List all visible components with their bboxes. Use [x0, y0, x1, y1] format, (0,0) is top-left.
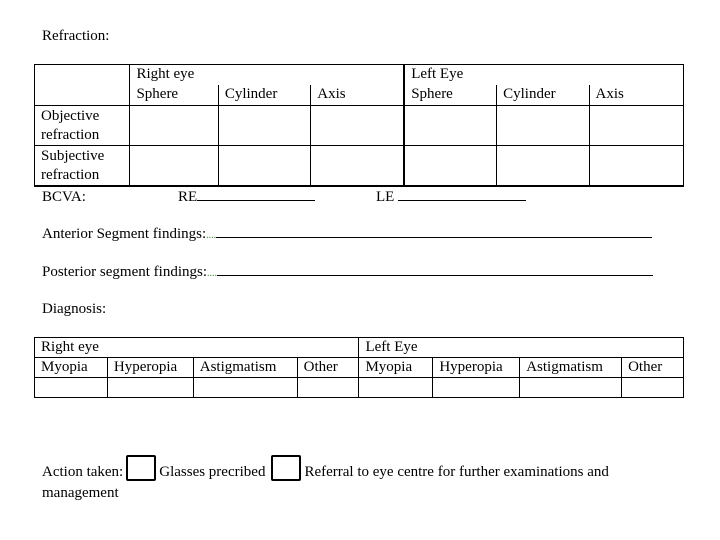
objective-refraction-label	[35, 106, 130, 146]
objective-re-cylinder-cell[interactable]	[218, 106, 310, 146]
corner-cell	[35, 65, 130, 85]
referral-option-label: Referral to eye centre for further examinations and	[304, 464, 609, 480]
re-myopia-header: Myopia	[35, 358, 108, 378]
bcva-re-field[interactable]	[197, 200, 315, 201]
action-taken-row	[42, 455, 609, 481]
le-axis-header: Axis	[589, 85, 683, 106]
re-astigmatism-cell[interactable]	[193, 378, 297, 398]
le-cylinder-header: Cylinder	[497, 85, 589, 106]
subjective-re-cylinder-cell[interactable]	[218, 146, 310, 187]
posterior-findings	[42, 264, 653, 281]
subjective-label-line1: Subjective	[41, 148, 105, 164]
le-myopia-header: Myopia	[359, 358, 433, 378]
objective-label-line2: refraction	[41, 127, 100, 143]
re-hyperopia-header: Hyperopia	[107, 358, 193, 378]
anterior-field[interactable]	[216, 237, 652, 238]
objective-re-sphere-cell[interactable]	[130, 106, 218, 146]
refraction-left-eye-header: Left Eye	[404, 65, 683, 85]
re-myopia-cell[interactable]	[35, 378, 108, 398]
le-astigmatism-cell[interactable]	[520, 378, 622, 398]
diagnosis-heading: Diagnosis:	[42, 301, 107, 317]
bcva-le	[376, 189, 526, 206]
anterior-label: Anterior Segment findings:	[42, 226, 207, 242]
glasses-checkbox[interactable]	[126, 455, 156, 481]
glasses-option-label: Glasses precribed	[159, 464, 266, 480]
diagnosis-left-eye-header: Left Eye	[359, 338, 684, 358]
le-myopia-cell[interactable]	[359, 378, 433, 398]
refraction-right-eye-header: Right eye	[130, 65, 404, 85]
action-label: Action taken:	[42, 464, 124, 480]
refraction-table	[34, 64, 684, 187]
diagnosis-right-eye-header: Right eye	[35, 338, 359, 358]
objective-le-sphere-cell[interactable]	[404, 106, 496, 146]
objective-le-axis-cell[interactable]	[589, 106, 683, 146]
subjective-le-sphere-cell[interactable]	[404, 146, 496, 187]
subjective-re-sphere-cell[interactable]	[130, 146, 218, 187]
re-cylinder-header: Cylinder	[218, 85, 310, 106]
referral-checkbox[interactable]	[271, 455, 301, 481]
subjective-re-axis-cell[interactable]	[311, 146, 404, 187]
re-other-header: Other	[297, 358, 359, 378]
le-other-header: Other	[622, 358, 684, 378]
objective-label-line1: Objective	[41, 108, 100, 124]
le-hyperopia-cell[interactable]	[433, 378, 520, 398]
le-other-cell[interactable]	[622, 378, 684, 398]
diagnosis-table	[34, 337, 684, 398]
posterior-field[interactable]	[217, 275, 653, 276]
posterior-dots: ....	[207, 268, 217, 279]
action-continuation: management	[42, 485, 119, 501]
bcva-label: BCVA:	[42, 189, 86, 205]
bcva-le-label: LE	[376, 189, 395, 205]
corner-cell-lower	[35, 85, 130, 106]
subjective-le-axis-cell[interactable]	[589, 146, 683, 187]
subjective-le-cylinder-cell[interactable]	[497, 146, 589, 187]
anterior-dots: ....	[206, 230, 217, 241]
bcva-le-field[interactable]	[398, 200, 526, 201]
le-astigmatism-header: Astigmatism	[520, 358, 622, 378]
re-axis-header: Axis	[311, 85, 404, 106]
objective-re-axis-cell[interactable]	[311, 106, 404, 146]
anterior-findings	[42, 226, 652, 243]
re-astigmatism-header: Astigmatism	[193, 358, 297, 378]
re-other-cell[interactable]	[297, 378, 359, 398]
re-hyperopia-cell[interactable]	[107, 378, 193, 398]
le-hyperopia-header: Hyperopia	[433, 358, 520, 378]
le-sphere-header: Sphere	[404, 85, 496, 106]
re-sphere-header: Sphere	[130, 85, 218, 106]
posterior-label: Posterior segment findings:	[42, 264, 207, 280]
objective-le-cylinder-cell[interactable]	[497, 106, 589, 146]
bcva-re-label: RE	[178, 189, 198, 205]
bcva-re	[178, 189, 315, 206]
subjective-label-line2: refraction	[41, 167, 100, 183]
refraction-heading: Refraction:	[42, 28, 110, 44]
subjective-refraction-label	[35, 146, 130, 187]
